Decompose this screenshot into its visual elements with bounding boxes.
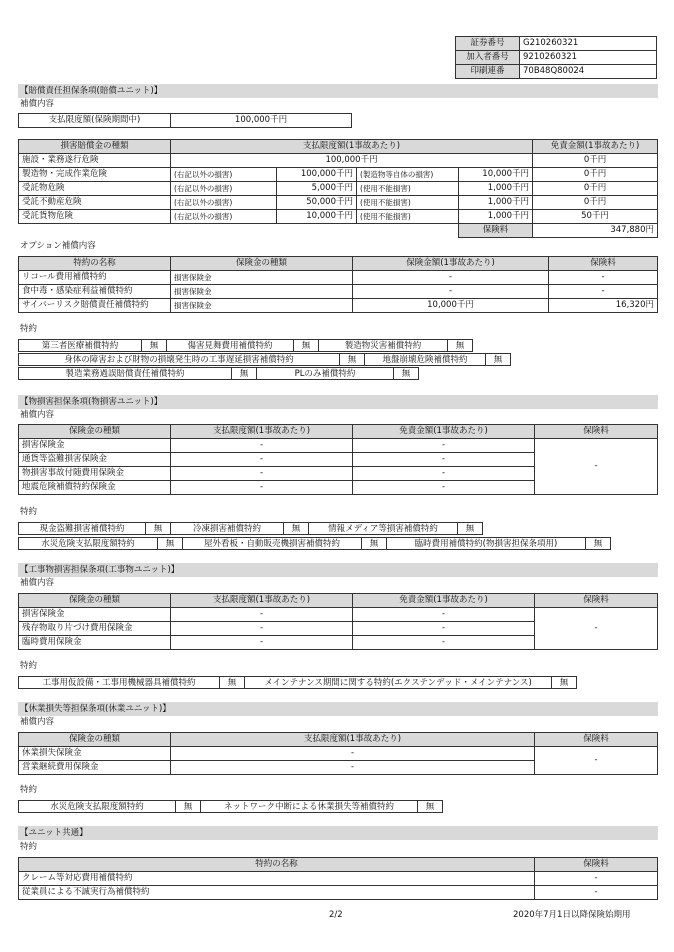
- row-note: (使用不能損害): [357, 196, 459, 210]
- row-type: 損害保険金: [171, 299, 353, 313]
- row-limit: 10,000千円: [459, 168, 533, 182]
- special-value: 無: [283, 522, 309, 535]
- liability-special-label: 特約: [20, 324, 38, 334]
- property-table: [18, 424, 658, 495]
- special-name: 冷凍損害補償特約: [170, 522, 284, 535]
- col-premium: 保険料: [535, 594, 658, 608]
- special-name: 第三者医療補償特約: [18, 339, 142, 352]
- special-name: 屋外看板・自動販売機損害補償特約: [182, 537, 362, 550]
- table-row: [19, 285, 658, 299]
- special-row: [19, 522, 483, 535]
- row-deduct: -: [353, 608, 535, 622]
- col-premium: 保険料: [535, 858, 658, 872]
- table-row: [19, 196, 658, 210]
- row-premium: -: [535, 439, 658, 495]
- col-type: 保険金の種類: [19, 594, 171, 608]
- row-limit: -: [171, 453, 353, 467]
- col-limit: 支払限度額(1事故あたり): [171, 425, 353, 439]
- business-table: [18, 732, 658, 775]
- policy-number-label: 証券番号: [456, 37, 520, 51]
- special-name: 情報メディア等損害補償特約: [308, 522, 458, 535]
- row-deduct: 0千円: [533, 196, 658, 210]
- liability-section-title: 【賠償責任担保条項(賠償ユニット)】: [18, 84, 658, 98]
- special-value: 無: [219, 676, 245, 689]
- row-name: 損害保険金: [19, 439, 171, 453]
- special-name: 製造物災害補償特約: [318, 339, 448, 352]
- limit-value: 100,000千円: [171, 114, 352, 128]
- row-limit: 100,000千円: [277, 168, 357, 182]
- row-limit: 1,000千円: [459, 196, 533, 210]
- table-row: [19, 168, 658, 182]
- liability-coverage-label: 補償内容: [20, 99, 55, 109]
- table-row: [19, 608, 658, 622]
- row-limit: 100,000千円: [171, 154, 533, 168]
- row-limit: 5,000千円: [277, 182, 357, 196]
- special-name: 工事用仮設備・工事用機械器具補償特約: [18, 676, 220, 689]
- row-name: 営業継続費用保険金: [19, 761, 171, 775]
- col-option-premium: 保険料: [549, 257, 658, 271]
- row-name: 物損害事故付随費用保険金: [19, 467, 171, 481]
- row-name: クレーム等対応費用補償特約: [19, 872, 535, 886]
- common-section-title: 【ユニット共通】: [18, 826, 658, 840]
- col-type: 保険金の種類: [19, 425, 171, 439]
- special-name: 水災危険支払限度額特約: [18, 800, 176, 813]
- construction-coverage-label: 補償内容: [20, 578, 55, 588]
- row-name: 受託物危険: [19, 182, 171, 196]
- row-note: (右記以外の損害): [171, 168, 277, 182]
- row-type: 損害保険金: [171, 285, 353, 299]
- row-limit: 1,000千円: [459, 182, 533, 196]
- special-name: 身体の障害および財物の損壊発生時の工事遅延損害補償特約: [18, 353, 340, 366]
- special-value: 無: [141, 339, 167, 352]
- row-note: (使用不能損害): [357, 182, 459, 196]
- row-deduct: -: [353, 453, 535, 467]
- special-value: 無: [157, 537, 183, 550]
- premium-label: 保険料: [459, 224, 533, 238]
- col-limit: 支払限度額(1事故あたり): [171, 140, 533, 154]
- row-name: 従業員による不誠実行為補償特約: [19, 886, 535, 900]
- special-value: 無: [417, 800, 443, 813]
- footer-note: 2020年7月1日以降保険始期用: [513, 910, 631, 920]
- option-table: [18, 256, 658, 313]
- print-serial-label: 印刷連番: [456, 65, 520, 79]
- col-limit: 支払限度額(1事故あたり): [171, 594, 353, 608]
- construction-table: [18, 593, 658, 650]
- policy-info-table: [455, 36, 657, 79]
- special-value: 無: [551, 676, 577, 689]
- row-type: 損害保険金: [171, 271, 353, 285]
- liability-limit-table: [18, 113, 352, 128]
- row-note: (右記以外の損害): [171, 182, 277, 196]
- special-value: 無: [457, 522, 483, 535]
- business-coverage-label: 補償内容: [20, 717, 55, 727]
- special-value: 無: [231, 367, 257, 380]
- row-limit: -: [171, 761, 535, 775]
- common-special-label: 特約: [20, 842, 38, 852]
- row-name: リコール費用補償特約: [19, 271, 171, 285]
- special-row: [19, 339, 473, 352]
- row-limit: -: [171, 467, 353, 481]
- row-note: (右記以外の損害): [171, 210, 277, 224]
- business-special-label: 特約: [20, 785, 38, 795]
- special-value: 無: [447, 339, 473, 352]
- row-limit: 50,000千円: [277, 196, 357, 210]
- property-coverage-label: 補償内容: [20, 410, 55, 420]
- row-premium: -: [535, 608, 658, 650]
- row-limit: -: [171, 747, 535, 761]
- row-note: (使用不能損害): [357, 210, 459, 224]
- col-damage-type: 損害賠償金の種類: [19, 140, 171, 154]
- row-amount: 10,000千円: [353, 299, 549, 313]
- table-row: [19, 747, 658, 761]
- option-coverage-label: オプション補償内容: [20, 241, 96, 251]
- property-section-title: 【物損害担保条項(物損害ユニット)】: [18, 395, 658, 409]
- row-name: 地震危険補償特約保険金: [19, 481, 171, 495]
- row-deduct: -: [353, 622, 535, 636]
- row-premium: -: [535, 872, 658, 886]
- row-note: (右記以外の損害): [171, 196, 277, 210]
- premium-value: 347,880円: [533, 224, 658, 238]
- row-name: 残存物取り片づけ費用保険金: [19, 622, 171, 636]
- row-deduct: -: [353, 439, 535, 453]
- col-deductible: 免責金額(1事故あたり): [353, 425, 535, 439]
- table-row: [19, 886, 658, 900]
- col-special-name: 特約の名称: [19, 858, 535, 872]
- table-row: [19, 271, 658, 285]
- row-premium: -: [535, 886, 658, 900]
- col-type: 保険金の種類: [19, 733, 171, 747]
- construction-section-title: 【工事物損害担保条項(工事物ユニット)】: [18, 563, 658, 577]
- col-option-amount: 保険金額(1事故あたり): [353, 257, 549, 271]
- row-name: 施設・業務遂行危険: [19, 154, 171, 168]
- special-name: 現金盗難損害補償特約: [18, 522, 146, 535]
- table-row: [19, 182, 658, 196]
- special-row: [19, 367, 419, 380]
- col-deductible: 免責金額(1事故あたり): [533, 140, 658, 154]
- row-note: (製造物等自体の損害): [357, 168, 459, 182]
- row-name: 受託不動産危険: [19, 196, 171, 210]
- col-option-name: 特約の名称: [19, 257, 171, 271]
- row-name: 食中毒・感染症利益補償特約: [19, 285, 171, 299]
- table-row: [19, 210, 658, 224]
- col-option-type: 保険金の種類: [171, 257, 353, 271]
- table-row: [19, 299, 658, 313]
- special-value: 無: [175, 800, 201, 813]
- row-name: 損害保険金: [19, 608, 171, 622]
- row-amount: -: [353, 285, 549, 299]
- liability-damage-table: [18, 139, 658, 238]
- row-name: 臨時費用保険金: [19, 636, 171, 650]
- special-value: 無: [293, 339, 319, 352]
- special-row: [19, 353, 511, 366]
- col-premium: 保険料: [535, 733, 658, 747]
- business-section-title: 【休業損失等担保条項(休業ユニット)】: [18, 702, 658, 716]
- special-name: ネットワーク中断による休業損失等補償特約: [200, 800, 418, 813]
- special-row: [19, 676, 577, 689]
- construction-special-label: 特約: [20, 661, 38, 671]
- row-name: 製造物・完成作業危険: [19, 168, 171, 182]
- print-serial-value: 70B48Q80024: [520, 65, 657, 79]
- col-premium: 保険料: [535, 425, 658, 439]
- row-name: サイバーリスク賠償責任補償特約: [19, 299, 171, 313]
- row-deduct: -: [353, 481, 535, 495]
- row-premium: -: [549, 285, 658, 299]
- table-row: [19, 154, 658, 168]
- property-special-label: 特約: [20, 507, 38, 517]
- special-name: メインテナンス期間に関する特約(エクステンデッド・メインテナンス): [244, 676, 552, 689]
- special-name: 製造業務過誤賠償責任補償特約: [18, 367, 232, 380]
- row-limit: -: [171, 636, 353, 650]
- special-row: [19, 537, 611, 550]
- member-number-label: 加入者番号: [456, 51, 520, 65]
- row-deduct: 0千円: [533, 182, 658, 196]
- row-deduct: -: [353, 636, 535, 650]
- special-name: 地盤崩壊危険補償特約: [364, 353, 486, 366]
- row-limit: -: [171, 622, 353, 636]
- row-name: 休業損失保険金: [19, 747, 171, 761]
- col-deductible: 免責金額(1事故あたり): [353, 594, 535, 608]
- special-name: 臨時費用補償特約(物損害担保条項用): [386, 537, 586, 550]
- row-deduct: 0千円: [533, 154, 658, 168]
- row-deduct: -: [353, 467, 535, 481]
- row-deduct: 50千円: [533, 210, 658, 224]
- table-row: [19, 872, 658, 886]
- special-value: 無: [339, 353, 365, 366]
- special-value: 無: [485, 353, 511, 366]
- policy-number-value: G210260321: [520, 37, 657, 51]
- special-row: [19, 800, 443, 813]
- limit-label: 支払限度額(保険期間中): [19, 114, 171, 128]
- special-name: PLのみ補償特約: [256, 367, 394, 380]
- row-limit: -: [171, 439, 353, 453]
- row-limit: -: [171, 608, 353, 622]
- row-premium: 16,320円: [549, 299, 658, 313]
- row-limit: 1,000千円: [459, 210, 533, 224]
- row-premium: -: [535, 747, 658, 775]
- special-name: 傷害見舞費用補償特約: [166, 339, 294, 352]
- page-number: 2/2: [329, 910, 343, 920]
- row-name: 受託貨物危険: [19, 210, 171, 224]
- row-name: 通貨等盗難損害保険金: [19, 453, 171, 467]
- table-row: [19, 439, 658, 453]
- special-value: 無: [361, 537, 387, 550]
- special-value: 無: [145, 522, 171, 535]
- row-deduct: 0千円: [533, 168, 658, 182]
- special-value: 無: [585, 537, 611, 550]
- row-premium: -: [549, 271, 658, 285]
- member-number-value: 9210260321: [520, 51, 657, 65]
- row-limit: 10,000千円: [277, 210, 357, 224]
- row-amount: -: [353, 271, 549, 285]
- row-limit: -: [171, 481, 353, 495]
- special-name: 水災危険支払限度額特約: [18, 537, 158, 550]
- col-limit: 支払限度額(1事故あたり): [171, 733, 535, 747]
- common-table: [18, 857, 658, 900]
- special-value: 無: [393, 367, 419, 380]
